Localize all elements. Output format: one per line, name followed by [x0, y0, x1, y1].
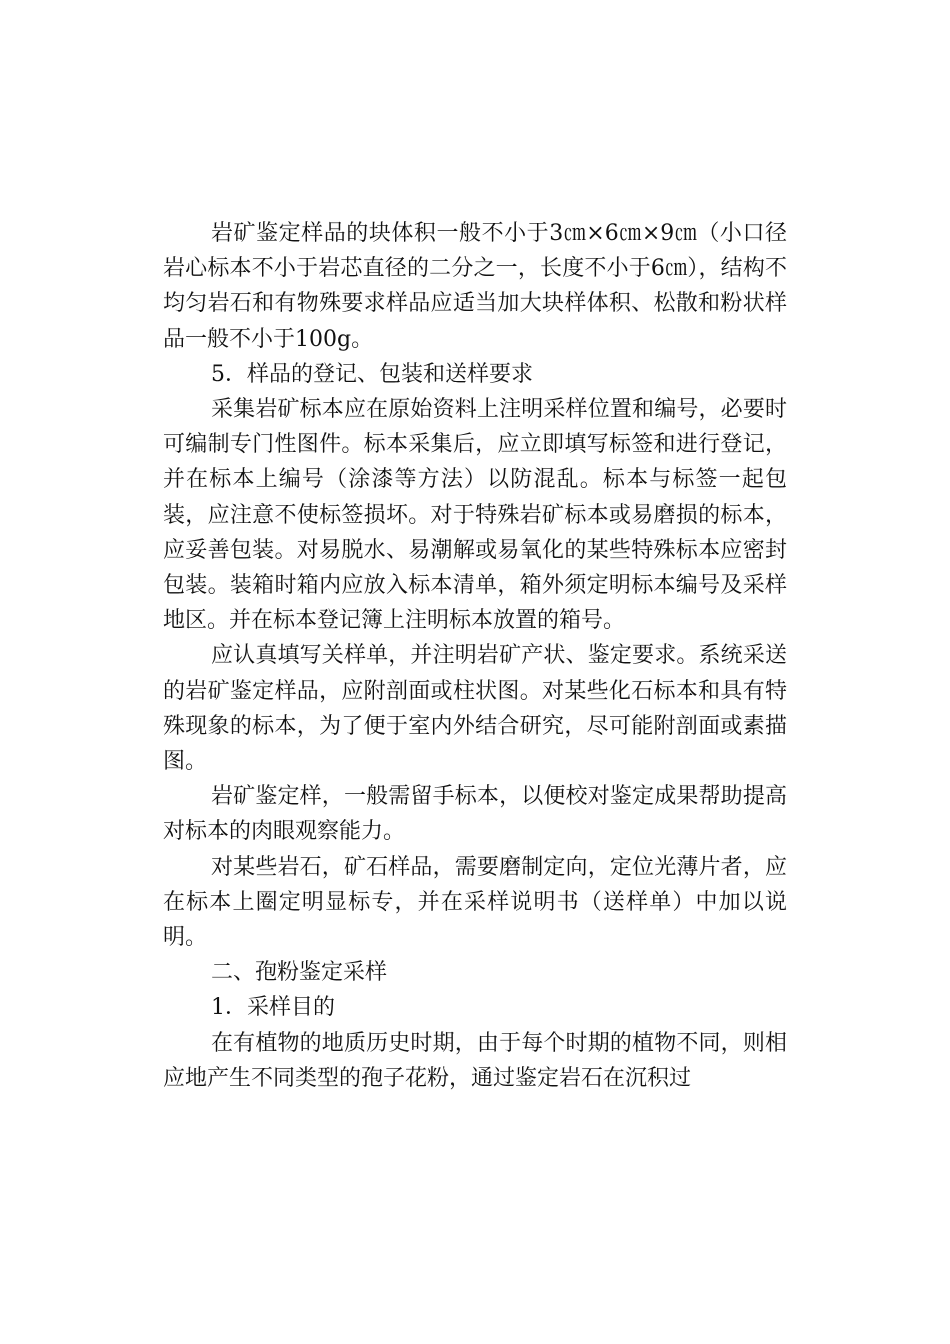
paragraph-oriented-sections: 对某些岩石，矿石样品，需要磨制定向，定位光薄片者，应在标本上圈定明显标专，并在采样说明书（送样单）中加以说明。 — [163, 854, 787, 951]
heading-sample-registration: 5．样品的登记、包装和送样要求 — [211, 361, 533, 387]
paragraph-pollen-purpose: 在有植物的地质历史时期，由于每个时期的植物不同，则相应地产生不同类型的孢子花粉，通过鉴定岩石在沉积过 — [163, 1030, 787, 1091]
paragraph-sample-size: 岩矿鉴定样品的块体积一般不小于3㎝×6㎝×9㎝（小口径岩心标本不小于岩芯直径的二分之一，长度不小于6㎝），结构不均匀岩石和有物殊要求样品应适当加大块样体积、松散和粉状样品一般不小于100g。 — [163, 221, 787, 352]
document-body — [163, 216, 787, 1096]
heading-sampling-purpose: 1．采样目的 — [211, 995, 335, 1021]
paragraph-specimen-collection: 采集岩矿标本应在原始资料上注明采样位置和编号，必要时可编制专门性图件。标本采集后，应立即填写标签和进行登记，并在标本上编号（涂漆等方法）以防混乱。标本与标签一起包装，应注意不使标签损坏。对于特殊岩矿标本或易磨损的标本，应妥善包装。对易脱水、易潮解或易氧化的某些特殊标本应密封包装。装箱时箱内应放入标本清单，箱外须定明标本编号及采样地区。并在标本登记簿上注明标本放置的箱号。 — [163, 397, 787, 634]
paragraph-hand-specimen: 岩矿鉴定样，一般需留手标本，以便校对鉴定成果帮助提高对标本的肉眼观察能力。 — [163, 784, 787, 845]
heading-pollen-sampling: 二、孢粉鉴定采样 — [211, 960, 388, 986]
paragraph-sample-form: 应认真填写关样单，并注明岩矿产状、鉴定要求。系统采送的岩矿鉴定样品，应附剖面或柱状图。对某些化石标本和具有特殊现象的标本，为了便于室内外结合研究，尽可能附剖面或素描图。 — [163, 643, 787, 775]
